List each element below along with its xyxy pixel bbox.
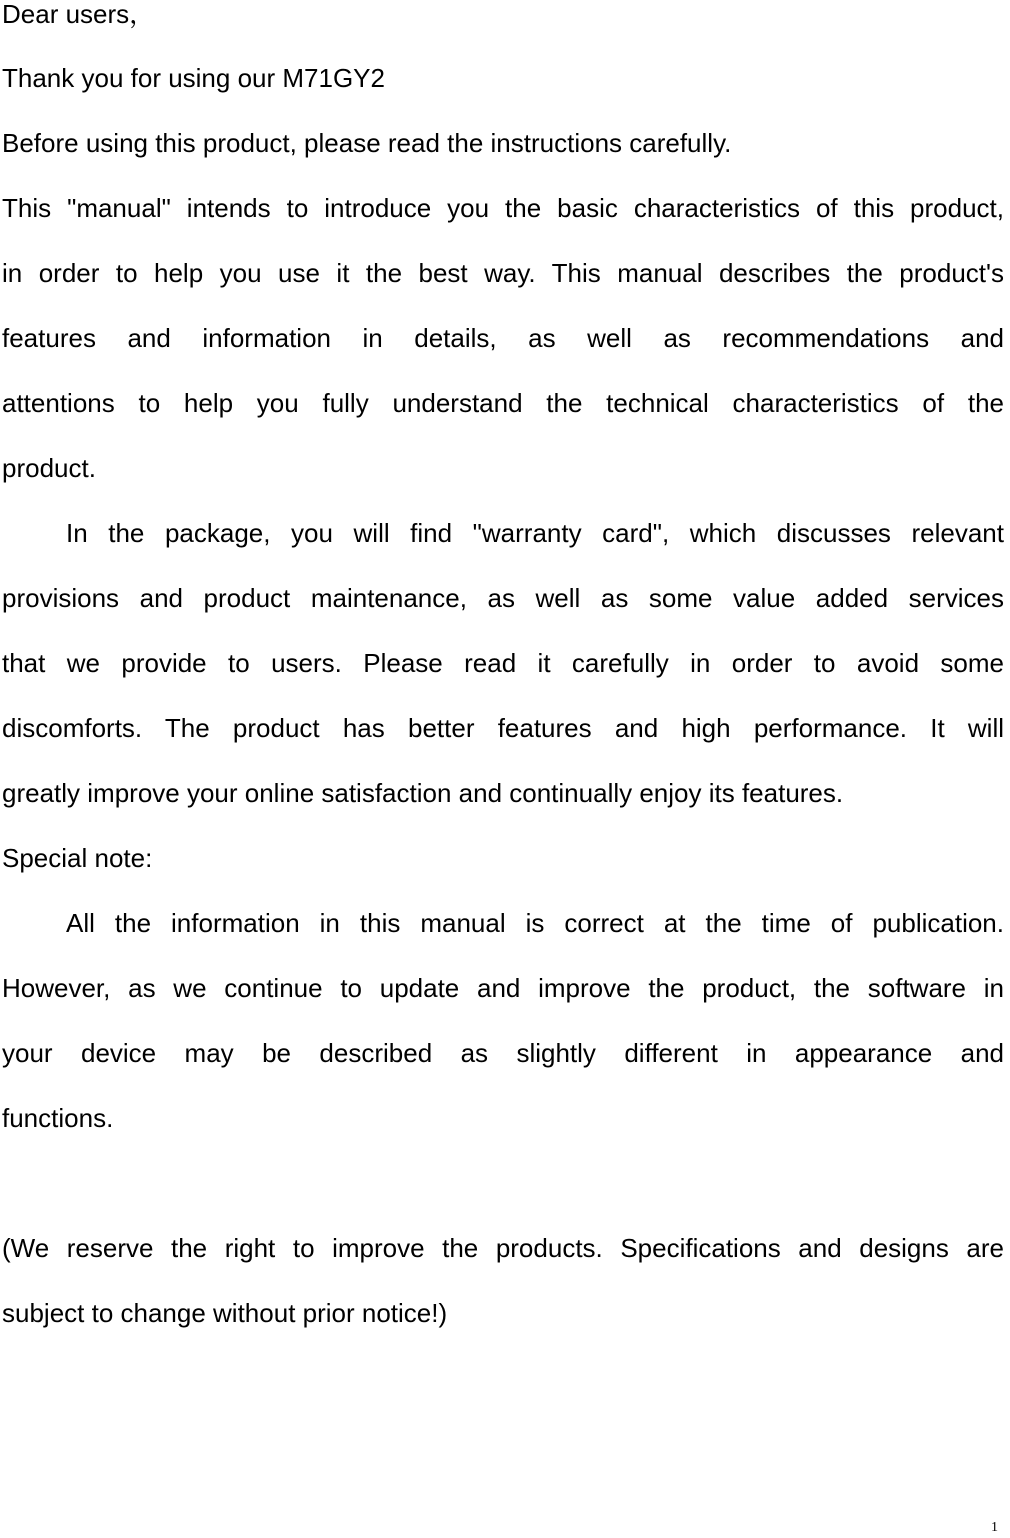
special-note-line-4: functions. <box>2 1103 114 1133</box>
special-note-line-2: However, as we continue to update and improve the product, the software in <box>2 973 1004 1003</box>
manual-intro-line-3: features and information in details, as well as recommendations and <box>2 323 1004 353</box>
greeting-line: Dear users， <box>2 0 156 29</box>
warranty-paragraph-line-5: greatly improve your online satisfaction and continually enjoy its features. <box>2 778 844 808</box>
instruction-line: Before using this product, please read the instructions carefully. <box>2 128 732 158</box>
manual-intro-line-2: in order to help you use it the best way. This manual describes the product's <box>2 258 1004 288</box>
special-note-line-1: All the information in this manual is correct at the time of publication. <box>66 908 1004 938</box>
thank-you-line: Thank you for using our M71GY2 <box>2 63 385 93</box>
manual-intro-line-5: product. <box>2 453 96 483</box>
manual-intro-line-1: This "manual" intends to introduce you the basic characteristics of this product, <box>2 193 1004 223</box>
special-note-heading: Special note: <box>2 843 153 873</box>
special-note-line-3: your device may be described as slightly different in appearance and <box>2 1038 1004 1068</box>
document-page <box>2 0 1004 1346</box>
manual-intro-line-4: attentions to help you fully understand the technical characteristics of the <box>2 388 1004 418</box>
warranty-paragraph-line-1: In the package, you will find "warranty card", which discusses relevant <box>66 518 1004 548</box>
reservation-line-1: (We reserve the right to improve the products. Specifications and designs are <box>2 1233 1004 1263</box>
reservation-line-2: subject to change without prior notice!) <box>2 1298 448 1328</box>
warranty-paragraph-line-3: that we provide to users. Please read it carefully in order to avoid some <box>2 648 1004 678</box>
warranty-paragraph-line-4: discomforts. The product has better features and high performance. It will <box>2 713 1004 743</box>
warranty-paragraph-line-2: provisions and product maintenance, as well as some value added services <box>2 583 1004 613</box>
blank-line <box>2 1151 1004 1216</box>
page-number: 1 <box>991 1520 998 1535</box>
